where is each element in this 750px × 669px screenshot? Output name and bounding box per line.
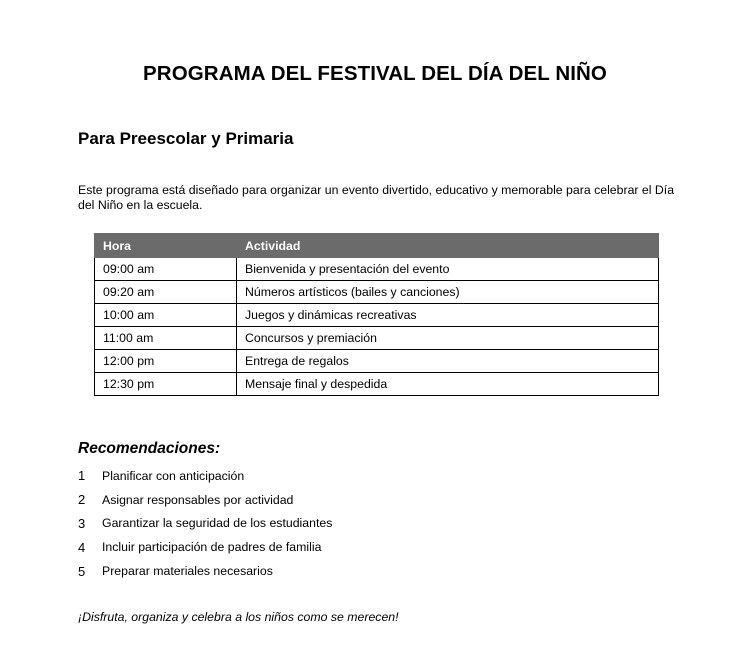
list-number: 1 (78, 468, 86, 484)
list-item (78, 559, 332, 583)
cell-time: 12:30 pm (95, 373, 237, 396)
schedule-table (94, 233, 659, 396)
list-text: Garantizar la seguridad de los estudiantes (102, 516, 333, 531)
list-item (78, 464, 332, 488)
cell-activity: Bienvenida y presentación del evento (237, 258, 659, 281)
table-row (95, 281, 659, 304)
table-row (95, 304, 659, 327)
cell-activity: Mensaje final y despedida (237, 373, 659, 396)
cell-time: 09:20 am (95, 281, 237, 304)
list-item (78, 512, 332, 536)
recommendations-list (78, 464, 332, 583)
list-text: Planificar con anticipación (102, 468, 245, 483)
list-number: 5 (78, 563, 86, 579)
cell-activity: Números artísticos (bailes y canciones) (237, 281, 659, 304)
list-text: Asignar responsables por actividad (102, 492, 294, 507)
cell-time: 12:00 pm (95, 350, 237, 373)
table-row (95, 373, 659, 396)
table-row (95, 350, 659, 373)
list-item (78, 488, 332, 512)
cell-time: 11:00 am (95, 327, 237, 350)
list-number: 3 (78, 515, 86, 531)
list-number: 2 (78, 492, 86, 508)
header-hora: Hora (95, 234, 237, 258)
list-number: 4 (78, 539, 86, 555)
recommendations-heading: Recomendaciones: (78, 440, 221, 457)
cell-activity: Concursos y premiación (237, 327, 659, 350)
table-row (95, 258, 659, 281)
list-text: Preparar materiales necesarios (102, 564, 273, 579)
list-text: Incluir participación de padres de familia (102, 540, 322, 555)
intro-paragraph: Este programa está diseñado para organizar un evento divertido, educativo y memorable para celebrar el Día del Niño en la escuela. (78, 183, 675, 212)
table-header-row (95, 234, 659, 258)
cell-activity: Entrega de regalos (237, 350, 659, 373)
subtitle: Para Preescolar y Primaria (78, 129, 294, 148)
table-row (95, 327, 659, 350)
list-item (78, 535, 332, 559)
cell-time: 10:00 am (95, 304, 237, 327)
page-title: PROGRAMA DEL FESTIVAL DEL DÍA DEL NIÑO (143, 62, 607, 85)
cell-time: 09:00 am (95, 258, 237, 281)
closing-message: ¡Disfruta, organiza y celebra a los niños como se merecen! (78, 610, 399, 624)
header-actividad: Actividad (237, 234, 659, 258)
cell-activity: Juegos y dinámicas recreativas (237, 304, 659, 327)
